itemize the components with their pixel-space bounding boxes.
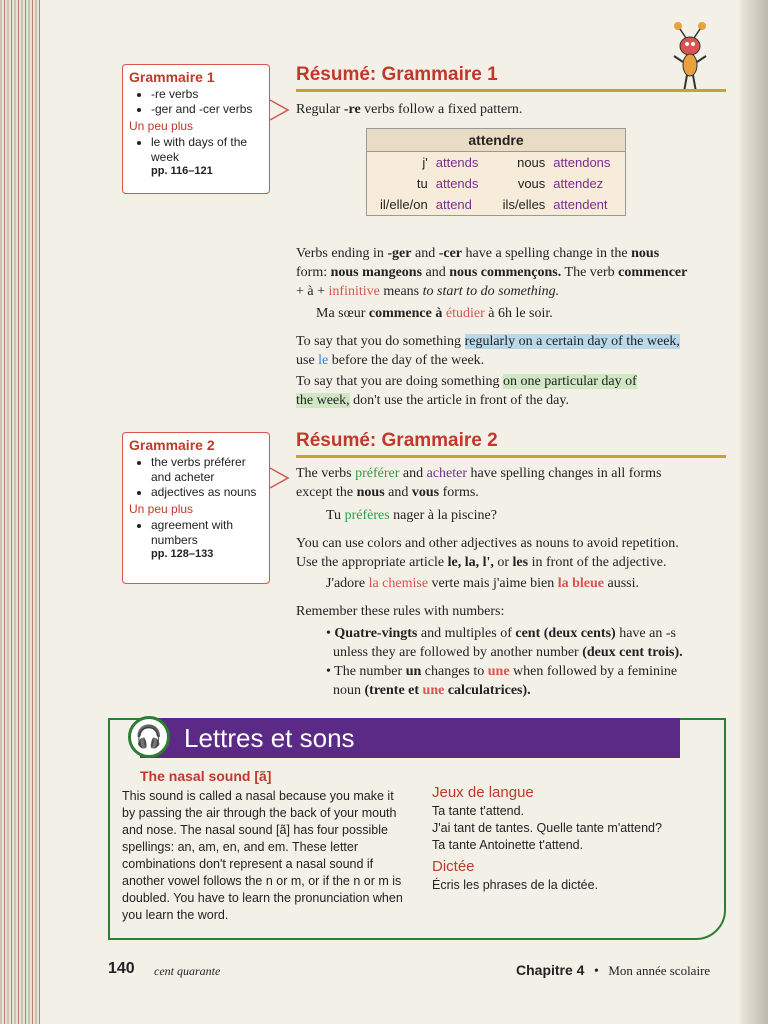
page-number-words: cent quarante <box>154 964 221 978</box>
grammaire1-item: • -re verbs <box>151 87 263 102</box>
resume1-title: Résumé: Grammaire 1 <box>296 64 498 85</box>
table-heading: attendre <box>367 129 626 152</box>
grammaire1-extra-item: • le with days of the week <box>151 135 263 165</box>
grammaire1-pages: pp. 116–121 <box>151 165 213 177</box>
grammaire1-item: • -ger and -cer verbs <box>151 102 263 117</box>
resume2-example-2: J'adore la chemise verte mais j'aime bien la bleue aussi. <box>326 576 639 591</box>
table-row: j' attends nous attendons <box>422 155 611 170</box>
dictee-text: Écris les phrases de la dictée. <box>432 878 599 892</box>
grammaire2-item: • adjectives as nouns <box>151 485 263 500</box>
chapter-footer: Chapitre 4 • Mon année scolaire <box>516 962 711 979</box>
jeux-line: Ta tante t'attend. <box>432 804 525 818</box>
resume1-paragraph: Verbs ending in -ger and -cer have a spelling change in the nous form: nous mangeons and nous commençons. The verb commencer + à + infinitive means to start to do something. <box>296 246 688 299</box>
grammaire2-item: • the verbs préférer and acheter <box>151 455 263 485</box>
page-edge <box>740 0 768 1024</box>
grammaire1-title: Grammaire 1 <box>129 69 215 85</box>
headphones-icon: 🎧 <box>128 716 170 758</box>
resume1-no-article-rule: To say that you are doing something on one particular day of the week, don't use the article in front of the day. <box>296 374 637 408</box>
nasal-sound-text: This sound is called a nasal because you make it by passing the air through the back of your mouth and nose. The nasal sound [ã] has four possible spellings: an, am, en, and em. These letter combinations don't represent a nasal sound if another vowel follows the n or m, or if the n or m is doubled. You have to learn the pronunciation when you learn the word. <box>122 789 403 922</box>
attendre-conjugation-table <box>366 128 626 216</box>
jeux-de-langue-title: Jeux de langue <box>432 784 534 801</box>
grammaire2-sidebox <box>122 432 270 584</box>
resume2-title: Résumé: Grammaire 2 <box>296 430 498 451</box>
grammaire2-extra-item: • agreement with numbers <box>151 518 263 548</box>
resume1-intro: Regular -re verbs follow a fixed pattern. <box>296 102 523 117</box>
resume1-rule <box>296 89 726 92</box>
resume2-adjectives-rule: You can use colors and other adjectives as nouns to avoid repetition. Use the appropriate article le, la, l', or les in front of the adjective. <box>296 536 679 570</box>
resume2-number-bullet-2: • The number un changes to une when followed by a feminine noun (trente et une calculatrices). <box>326 664 678 698</box>
grammaire2-subhead: Un peu plus <box>129 502 194 516</box>
pointer-arrow-1 <box>268 98 290 122</box>
table-row: tu attends vous attendez <box>416 176 604 191</box>
resume2-example-1: Tu préfères nager à la piscine? <box>326 508 497 523</box>
resume2-number-bullet-1: • Quatre-vingts and multiples of cent (deux cents) have an -s unless they are followed by another number (deux cent trois). <box>326 626 683 660</box>
grammaire2-pages: pp. 128–133 <box>151 548 214 560</box>
grammaire2-title: Grammaire 2 <box>129 437 215 453</box>
jeux-line: Ta tante Antoinette t'attend. <box>432 838 584 852</box>
jeux-line: J'ai tant de tantes. Quelle tante m'attend? <box>432 821 662 835</box>
resume1-le-rule: To say that you do something regularly on a certain day of the week, use le before the day of the week. <box>296 334 680 368</box>
resume2-numbers-intro: Remember these rules with numbers: <box>296 604 505 619</box>
ant-mascot-icon <box>668 20 712 94</box>
book-spine <box>0 0 40 1024</box>
nasal-sound-title: The nasal sound [ã] <box>140 768 272 784</box>
table-row: il/elle/on attend ils/elles attendent <box>380 197 608 212</box>
resume1-example: Ma sœur commence à étudier à 6h le soir. <box>316 306 553 321</box>
page-number: 140 <box>108 960 135 977</box>
grammaire1-subhead: Un peu plus <box>129 119 194 133</box>
dictee-title: Dictée <box>432 858 475 875</box>
pointer-arrow-2 <box>268 466 290 490</box>
resume2-paragraph: The verbs préférer and acheter have spelling changes in all forms except the nous and vous forms. <box>296 466 662 500</box>
grammaire1-sidebox <box>122 64 270 194</box>
lettres-et-sons-banner: Lettres et sons <box>140 718 680 758</box>
resume2-rule <box>296 455 726 458</box>
